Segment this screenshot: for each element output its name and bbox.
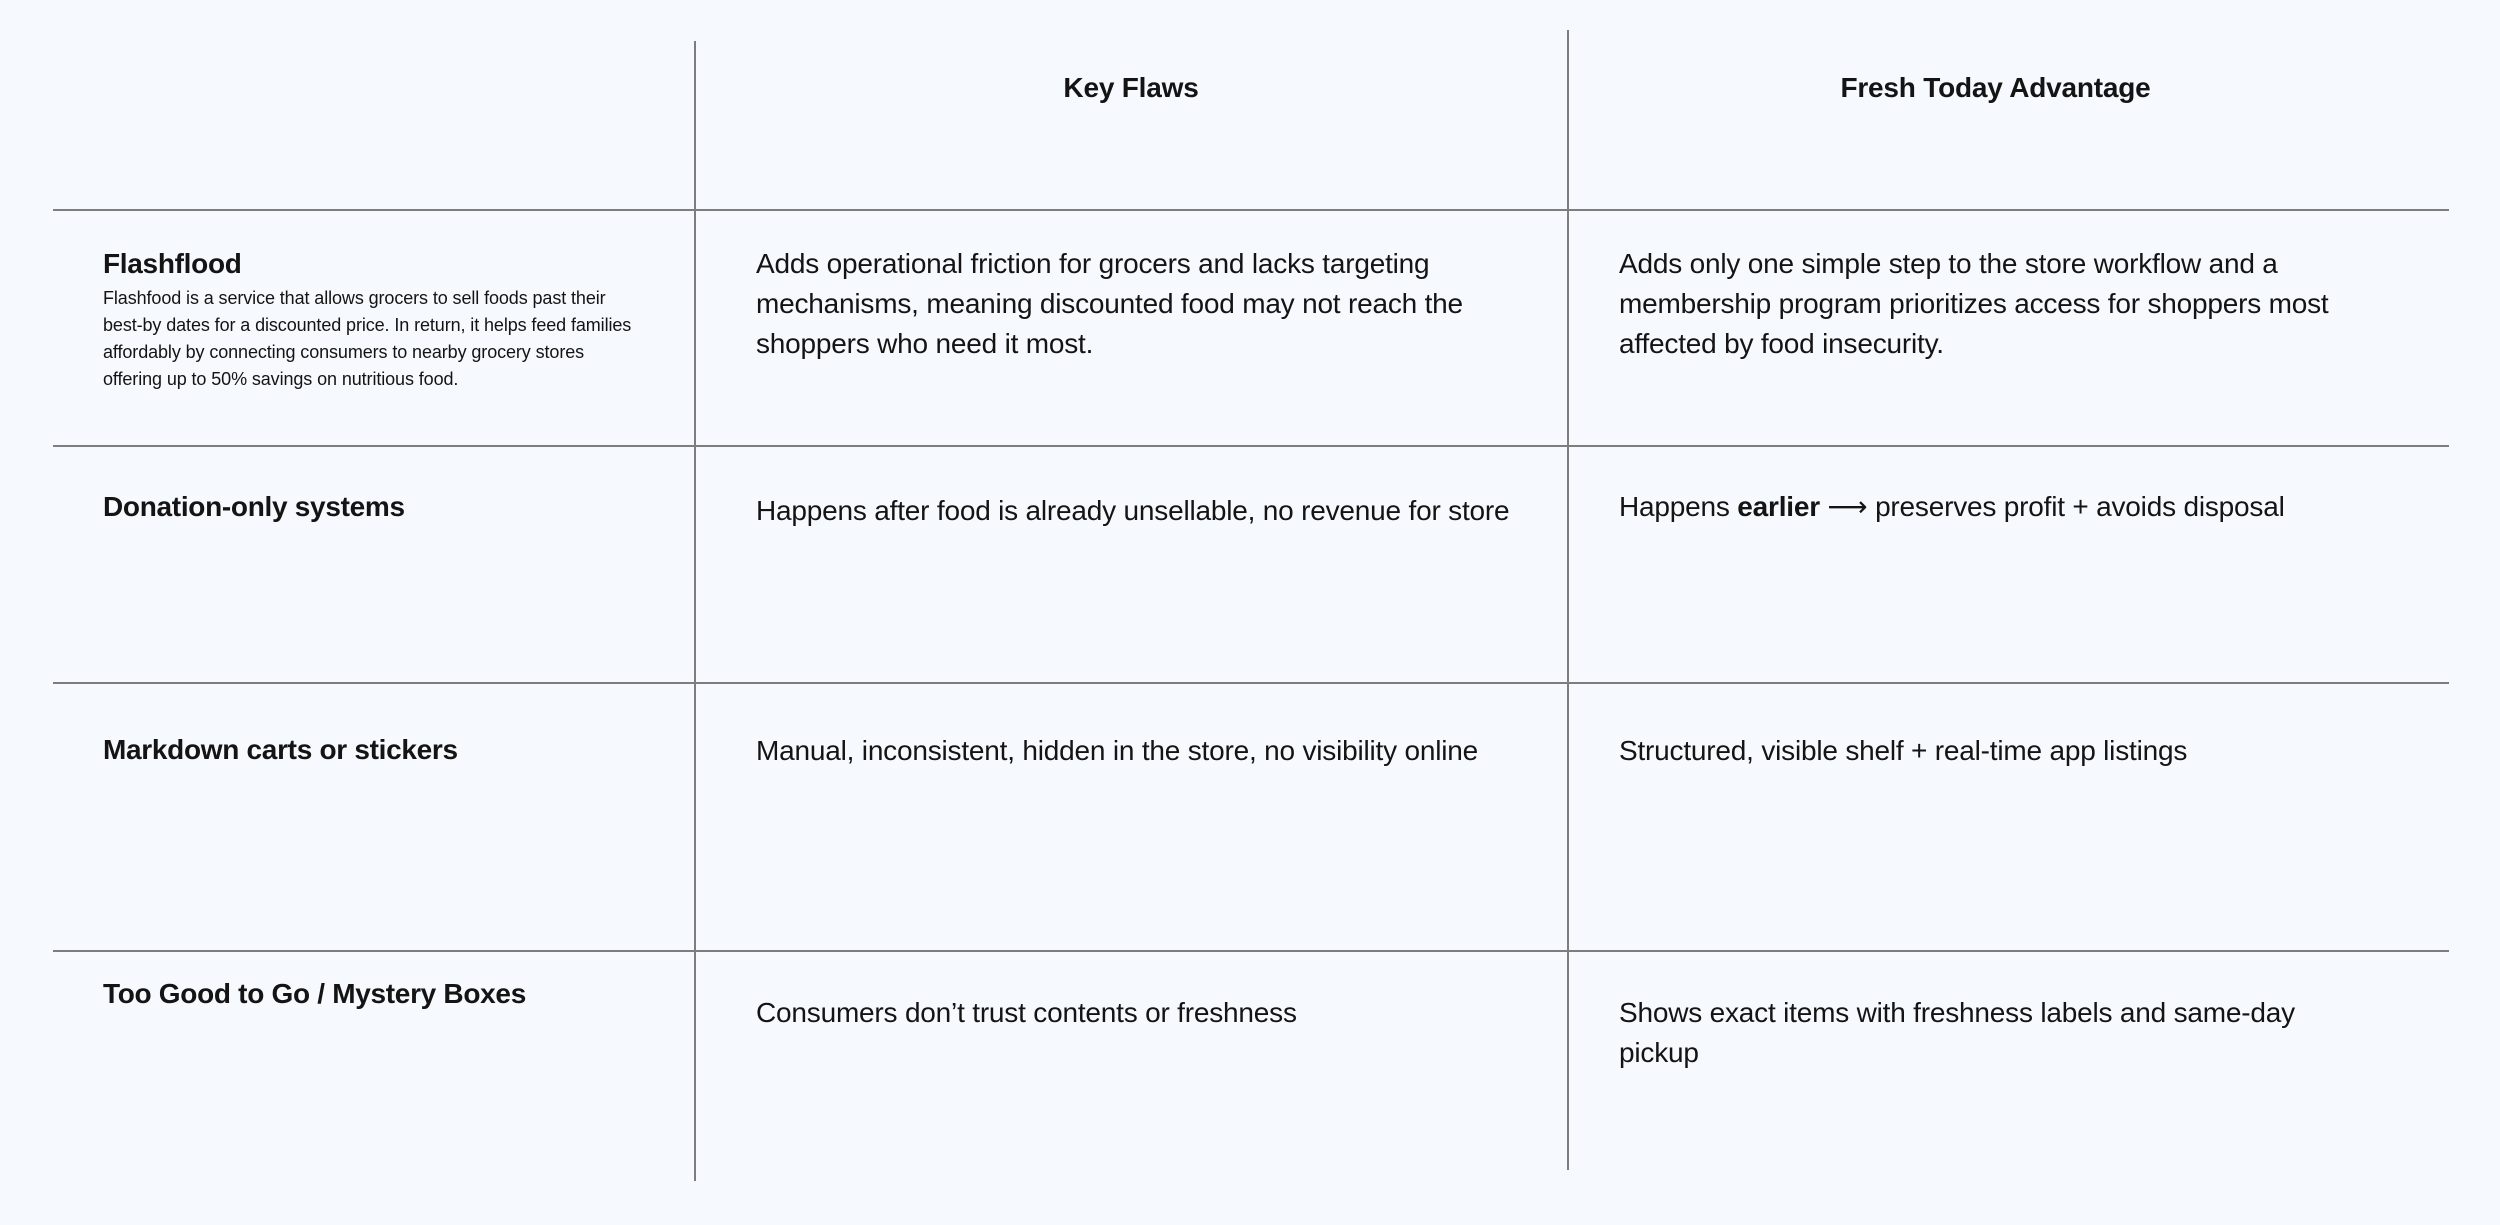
flaw-too-good-to-go: Consumers don’t trust contents or freshness <box>756 997 1297 1028</box>
row-divider <box>53 682 2449 684</box>
row-divider <box>53 445 2449 447</box>
advantage-text: Happens <box>1619 491 1738 522</box>
competitor-name-markdown-carts: Markdown carts or stickers <box>103 734 458 765</box>
competitor-name-donation-only: Donation-only systems <box>103 491 405 522</box>
header-key-flaws: Key Flaws <box>1063 72 1199 103</box>
row-divider <box>53 209 2449 211</box>
arrow-right-icon: ⟶ <box>1827 490 1868 523</box>
flaw-donation-only: Happens after food is already unsellable, no revenue for store <box>756 495 1510 526</box>
header-fresh-today-advantage: Fresh Today Advantage <box>1840 72 2151 103</box>
advantage-flashflood: Adds only one simple step to the store workflow and a membership program prioritizes access for shoppers most affected by food insecurity. <box>1619 248 2329 359</box>
column-divider <box>1567 30 1569 1170</box>
advantage-emphasis: earlier <box>1737 491 1820 522</box>
flaw-markdown-carts: Manual, inconsistent, hidden in the store, no visibility online <box>756 735 1479 766</box>
competitor-name-too-good-to-go: Too Good to Go / Mystery Boxes <box>103 978 526 1009</box>
competitor-name-flashflood: Flashflood <box>103 248 242 279</box>
advantage-donation-only <box>1619 487 2369 527</box>
competitor-description-flashflood: Flashfood is a service that allows grocers to sell foods past their best-by dates for a discounted price. In return, it helps feed families affordably by connecting consumers to nearby grocery stores offering up to 50% savings on nutritious food. <box>103 288 632 389</box>
column-divider <box>694 41 696 1181</box>
advantage-too-good-to-go: Shows exact items with freshness labels and same-day pickup <box>1619 997 2295 1068</box>
row-divider <box>53 950 2449 952</box>
advantage-markdown-carts: Structured, visible shelf + real-time app listings <box>1619 735 2188 766</box>
advantage-text: preserves profit + avoids disposal <box>1867 491 2285 522</box>
flaw-flashflood: Adds operational friction for grocers and lacks targeting mechanisms, meaning discounted food may not reach the shoppers who need it most. <box>756 248 1463 359</box>
